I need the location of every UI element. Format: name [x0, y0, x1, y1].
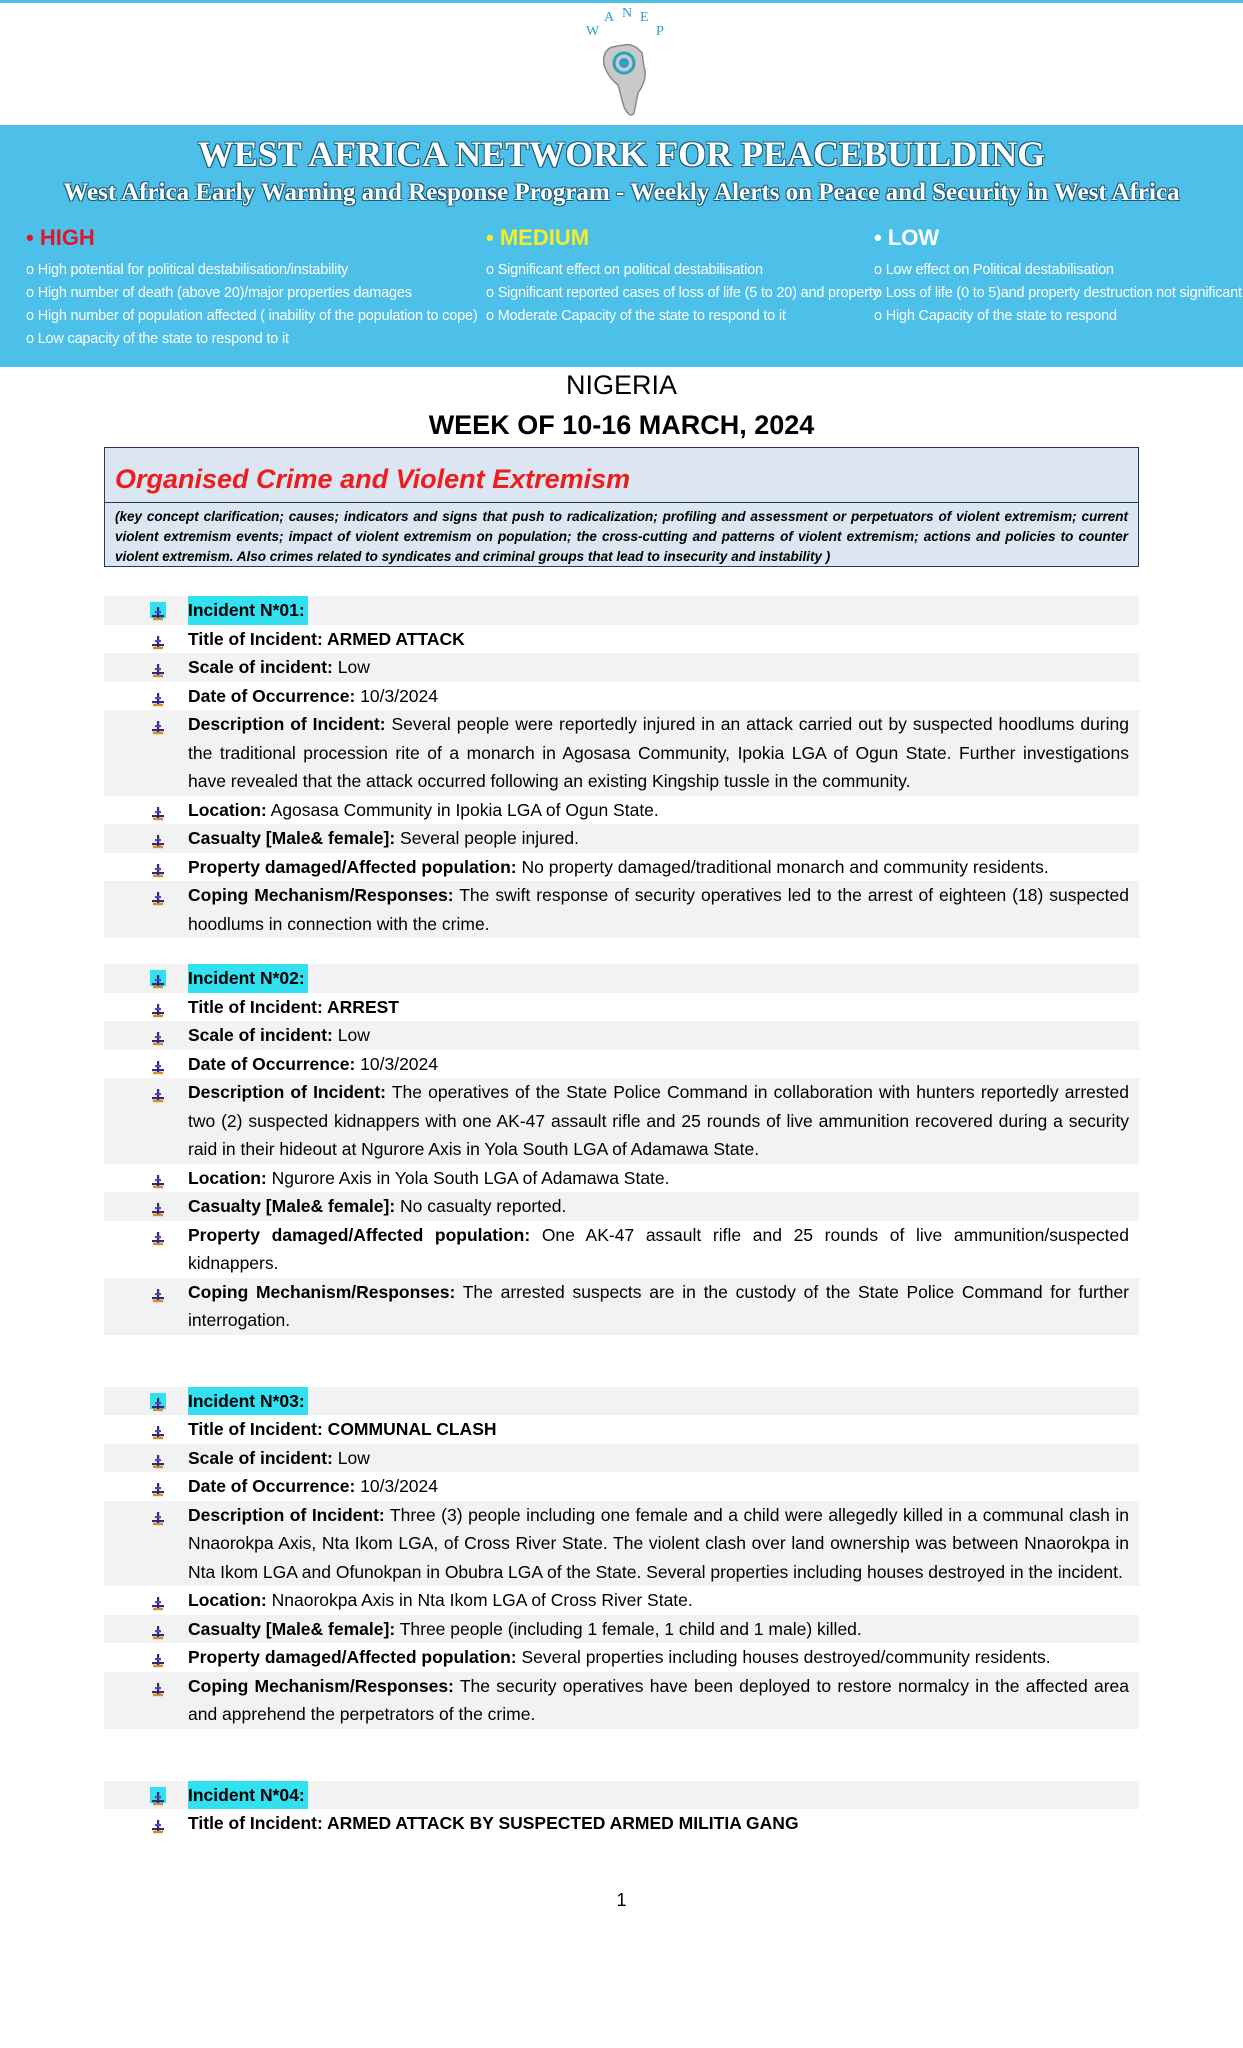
incident-field-row: [104, 796, 1139, 825]
bullet-icon: [150, 802, 166, 818]
incident-field-row: [104, 1164, 1139, 1193]
bullet-icon: [150, 1621, 166, 1637]
incident-field-row: [104, 1221, 1139, 1278]
level-high-item: o Low capacity of the state to respond to it: [26, 331, 289, 347]
field-value: The security operatives have been deployed to restore normalcy in the affected area and apprehend the perpetrators of the crime.: [188, 1675, 1129, 1724]
bullet-icon: [150, 1507, 166, 1523]
country-title: NIGERIA: [565, 370, 678, 400]
field-value: 10/3/2024: [355, 1053, 438, 1074]
level-high-item: o High potential for political destabilisation/instability: [26, 262, 349, 278]
incident-field-row: [104, 824, 1139, 853]
bullet-icon: [150, 1393, 166, 1409]
incident-heading: Incident N*01:: [188, 596, 308, 625]
field-label: Date of Occurrence:: [188, 685, 356, 706]
incident-field-row: [104, 1809, 1139, 1838]
incident-block: [104, 596, 1139, 938]
bullet-icon: [150, 659, 166, 675]
incident-field-row: [104, 1415, 1139, 1444]
field-label: Coping Mechanism/Responses:: [188, 1675, 454, 1696]
banner-title: WEST AFRICA NETWORK FOR PEACEBUILDING: [197, 134, 1046, 174]
incident-field-row: [104, 993, 1139, 1022]
incident-field-row: [104, 682, 1139, 711]
incident-field-row: [104, 1444, 1139, 1473]
field-value: The swift response of security operatives led to the arrest of eighteen (18) suspected hoodlums in connection with the crime.: [188, 885, 1129, 934]
bullet-icon: [150, 1450, 166, 1466]
field-label: Date of Occurrence:: [188, 1476, 356, 1496]
bullet-icon: [150, 859, 166, 875]
bullet-icon: [150, 1284, 166, 1300]
bullet-icon: [150, 1084, 166, 1100]
incident-field-row: [104, 1078, 1139, 1164]
incident-block: [104, 964, 1139, 1335]
field-label: Casualty [Male& female]:: [188, 1196, 396, 1216]
field-value: One AK-47 assault rifle and 25 rounds of live ammunition/suspected kidnappers.: [188, 1224, 1130, 1273]
bullet-icon: [150, 1198, 166, 1214]
bullet-icon: [150, 1815, 166, 1831]
incident-field-row: [104, 710, 1139, 796]
level-medium-item: o Moderate Capacity of the state to respond to it: [486, 308, 786, 324]
section-box: [104, 447, 1139, 567]
bullet-icon: [150, 1227, 166, 1243]
level-low-item: o Loss of life (0 to 5)and property destruction not significant: [874, 285, 1242, 301]
level-medium: [486, 225, 880, 328]
incident-field-row: [104, 653, 1139, 682]
bullet-icon: [150, 1170, 166, 1186]
banner-subtitle: West Africa Early Warning and Response Program - Weekly Alerts on Peace and Security in West Africa: [63, 179, 1180, 206]
bullet-icon: [150, 830, 166, 846]
level-medium-item: o Significant effect on political destabilisation: [486, 262, 763, 278]
field-label: Casualty [Male& female]:: [188, 828, 396, 848]
level-low-item: o High Capacity of the state to respond: [874, 308, 1117, 324]
incident-field-row: [104, 1472, 1139, 1501]
field-label: Description of Incident:: [188, 714, 386, 734]
incident-heading-row: [104, 1781, 1139, 1810]
bullet-icon: [150, 1592, 166, 1608]
wanep-logo: [572, 7, 672, 127]
section-title: Organised Crime and Violent Extremism: [105, 448, 1138, 503]
incident-heading: Incident N*02:: [188, 964, 308, 993]
incident-heading-row: [104, 596, 1139, 625]
bullet-icon: [150, 1056, 166, 1072]
bullet-icon: [150, 631, 166, 647]
bullet-icon: [150, 970, 166, 986]
bullet-icon: [150, 1421, 166, 1437]
week-title: WEEK OF 10-16 MARCH, 2024: [428, 410, 815, 440]
field-label: Location:: [188, 799, 267, 820]
header-strip: [0, 0, 1243, 125]
level-medium-item: o Significant reported cases of loss of life (5 to 20) and property: [486, 285, 880, 301]
incident-field-row: [104, 1672, 1139, 1729]
field-value: Several people were reportedly injured in an attack carried out by suspected hoodlums during the traditional procession rite of a monarch in Agosasa Community, Ipokia LGA of Ogun State. Further investigations have revealed that the attack occurred following an existing Kingship tussle in the community.: [188, 714, 1129, 791]
page-number: 1: [616, 1890, 627, 1910]
svg-text:N: N: [622, 7, 633, 21]
bullet-icon: [150, 999, 166, 1015]
field-value: Low: [332, 1025, 370, 1045]
field-value: Low: [332, 657, 370, 677]
bullet-icon: [150, 602, 166, 618]
field-label: Property damaged/Affected population:: [188, 856, 517, 877]
field-label: Coping Mechanism/Responses:: [188, 1281, 456, 1302]
incident-block: [104, 1387, 1139, 1729]
field-value: The arrested suspects are in the custody of the State Police Command for further interrogation.: [188, 1281, 1130, 1330]
level-low-label: • LOW: [874, 225, 940, 250]
alert-banner: [0, 125, 1243, 367]
incident-field-row: [104, 1586, 1139, 1615]
bullet-icon: [150, 1649, 166, 1665]
incident-heading-row: [104, 1387, 1139, 1416]
bullet-icon: [150, 1787, 166, 1803]
field-label: Scale of incident:: [188, 1025, 333, 1045]
incident-field-row: [104, 1050, 1139, 1079]
incident-field-row: [104, 881, 1139, 938]
incident-field-row: [104, 853, 1139, 882]
field-label: Coping Mechanism/Responses:: [188, 885, 454, 905]
bullet-icon: [150, 1678, 166, 1694]
field-value: Three people (including 1 female, 1 child and 1 male) killed.: [395, 1618, 862, 1639]
incident-field-row: [104, 1278, 1139, 1335]
incident-list: [104, 596, 1139, 1838]
level-high-item: o High number of death (above 20)/major properties damages: [26, 285, 412, 301]
bullet-icon: [150, 1027, 166, 1043]
field-value: 10/3/2024: [355, 685, 438, 706]
field-value: The operatives of the State Police Command in collaboration with hunters reportedly arrested two (2) suspected kidnappers with one AK-47 assault rifle and 25 rounds of live ammunition recovered during a security raid in their hideout at Ngurore Axis in Yola South LGA of Adamawa State.: [188, 1082, 1129, 1159]
incident-field-row: [104, 1643, 1139, 1672]
level-medium-label: • MEDIUM: [486, 225, 590, 250]
level-high-label: • HIGH: [26, 225, 95, 250]
svg-text:A: A: [604, 10, 615, 25]
incident-heading: Incident N*03:: [188, 1387, 308, 1416]
logo-letter: W: [586, 24, 600, 39]
field-value: Agosasa Community in Ipokia LGA of Ogun State.: [266, 799, 659, 820]
incident-field-row: [104, 625, 1139, 654]
field-value: Ngurore Axis in Yola South LGA of Adamawa State.: [266, 1167, 670, 1188]
incident-field-row: [104, 1615, 1139, 1644]
field-label: Description of Incident:: [188, 1504, 385, 1525]
incident-field-row: [104, 1501, 1139, 1587]
svg-text:E: E: [640, 10, 649, 25]
bullet-icon: [150, 716, 166, 732]
incident-block: [104, 1781, 1139, 1838]
bullet-icon: [150, 688, 166, 704]
level-low-item: o Low effect on Political destabilisation: [874, 262, 1114, 278]
field-label: Scale of incident:: [188, 657, 333, 677]
field-value: 10/3/2024: [355, 1476, 438, 1496]
level-high-item: o High number of population affected ( inability of the population to cope): [26, 308, 478, 324]
field-value: No casualty reported.: [395, 1196, 567, 1216]
field-label: Date of Occurrence:: [188, 1053, 356, 1074]
field-label: Location:: [188, 1167, 267, 1188]
field-label: Title of Incident: ARMED ATTACK BY SUSPECTED ARMED MILITIA GANG: [188, 1813, 799, 1833]
level-high: [26, 225, 477, 351]
field-label: Location:: [188, 1590, 267, 1610]
field-value: No property damaged/traditional monarch and community residents.: [516, 856, 1049, 877]
field-label: Description of Incident:: [188, 1082, 386, 1102]
field-value: Several properties including houses destroyed/community residents.: [516, 1647, 1051, 1667]
field-label: Title of Incident: COMMUNAL CLASH: [188, 1419, 497, 1439]
section-description: (key concept clarification; causes; indicators and signs that push to radicalization; profiling and assessment or perpetuators of violent extremism; current violent extremism events; impact of violent extremism on population; the cross-cutting and patterns of violent extremism; actions and policies to counter violent extremism. Also crimes related to syndicates and criminal groups that lead to insecurity and instability ): [115, 509, 1128, 564]
field-value: Three (3) people including one female and a child were allegedly killed in a communal clash in Nnaorokpa Axis, Nta Ikom LGA, of Cross River State. The violent clash over land ownership was between Nnaorokpa in Nta Ikom LGA and Ofunokpan in Obubra LGA of the State. Several properties including houses destroyed in the incident.: [188, 1504, 1129, 1582]
incident-field-row: [104, 1192, 1139, 1221]
incident-field-row: [104, 1021, 1139, 1050]
field-label: Title of Incident: ARREST: [188, 996, 399, 1017]
field-value: Nnaorokpa Axis in Nta Ikom LGA of Cross River State.: [266, 1590, 693, 1610]
field-label: Property damaged/Affected population:: [188, 1647, 517, 1667]
field-label: Title of Incident: ARMED ATTACK: [188, 628, 465, 649]
svg-text:P: P: [656, 24, 664, 39]
field-label: Casualty [Male& female]:: [188, 1618, 396, 1639]
bullet-icon: [150, 887, 166, 903]
field-label: Scale of incident:: [188, 1447, 333, 1468]
level-low: [874, 225, 1242, 328]
field-value: Low: [332, 1447, 370, 1468]
field-value: Several people injured.: [395, 828, 580, 848]
incident-heading-row: [104, 964, 1139, 993]
bullet-icon: [150, 1478, 166, 1494]
field-label: Property damaged/Affected population:: [188, 1224, 531, 1245]
incident-heading: Incident N*04:: [188, 1781, 308, 1810]
